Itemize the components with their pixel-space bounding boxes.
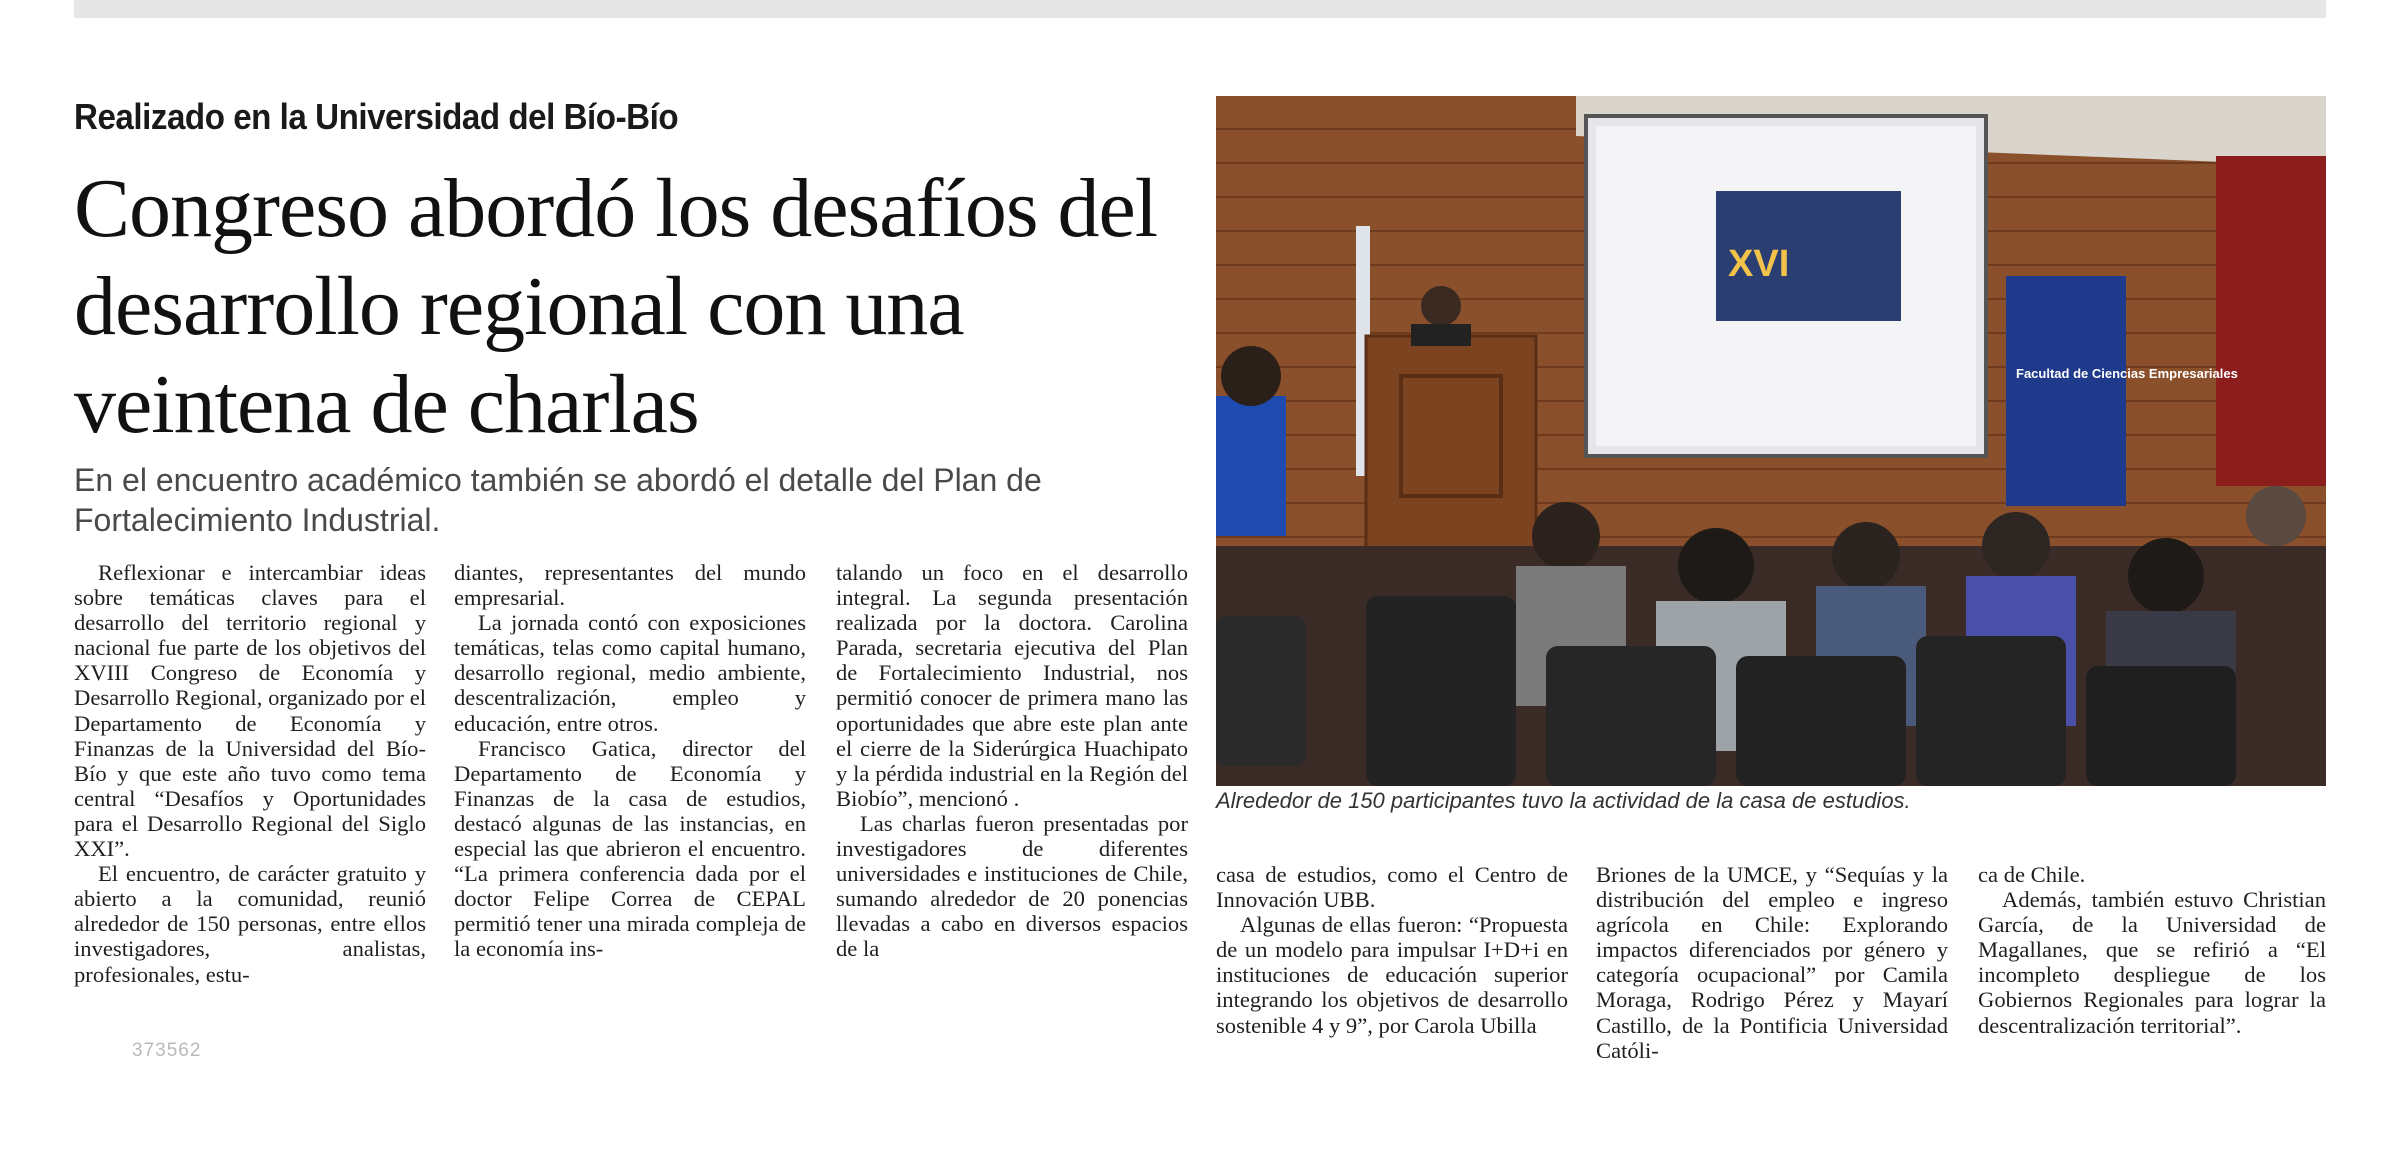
seated-man-head <box>1221 346 1281 406</box>
col2-paragraph-2: La jornada contó con exposiciones temáticas, telas como capital humano, desarrollo regional, medio ambiente, descentralización, empleo y educación, entre otros. <box>454 610 806 736</box>
article-subhead: En el encuentro académico también se abordó el detalle del Plan de Fortalecimiento Industrial. <box>74 462 1042 538</box>
col2-paragraph-3: Francisco Gatica, director del Departamento de Economía y Finanzas de la casa de estudios, destacó algunas de las instancias, en especial las que abrieron el encuentro. “La primera conferencia dada por el doctor Felipe Correa de CEPAL permitió tener una mirada compleja de la economía ins- <box>454 735 806 962</box>
col6-paragraph-1: ca de Chile. <box>1978 862 2086 887</box>
faculty-banner <box>2006 276 2126 506</box>
event-photo <box>1216 96 2326 786</box>
body-column-1 <box>74 560 426 987</box>
body-column-5 <box>1596 862 1948 1063</box>
col6-paragraph-2: Además, también estuvo Christian García, de la Universidad de Magallanes, que se refirió a “El incompleto despliegue de los Gobiernos Regionales para lograr la descentralización territorial”. <box>1978 887 2326 1038</box>
lectern <box>1366 336 1536 566</box>
body-column-4 <box>1216 862 1568 1038</box>
stage-curtain <box>2216 156 2326 486</box>
col4-paragraph-2: Algunas de ellas fueron: “Propuesta de un modelo para impulsar I+D+i en instituciones de educación superior integrando los objetivos de desarrollo sostenible 4 y 9”, por Carola Ubilla <box>1216 912 1568 1038</box>
body-column-3 <box>836 560 1188 962</box>
photo-caption: Alrededor de 150 participantes tuvo la actividad de la casa de estudios. <box>1216 788 1911 813</box>
speaker-head <box>1421 286 1461 326</box>
col3-paragraph-2: Las charlas fueron presentadas por investigadores de diferentes universidades e instituciones de Chile, sumando alrededor de 20 ponencias llevadas a cabo en diversos espacios de la <box>836 810 1188 962</box>
watermark-id: 373562 <box>132 1040 202 1061</box>
banner-text: Facultad de Ciencias Empresariales <box>2016 366 2238 381</box>
article-headline: Congreso abordó los desafíos del desarrollo regional con una veintena de charlas <box>74 162 1158 451</box>
col3-paragraph-1: talando un foco en el desarrollo integral. La segunda presentación realizada por la doctora. Carolina Parada, secretaria ejecutiva del Plan de Fortalecimiento Industrial, nos permitió conocer de primera mano las oportunidades que abre este plan ante el cierre de la Siderúrgica Huachipato y la pérdida industrial en la Región del Biobío”, mencionó . <box>836 560 1188 811</box>
body-column-6 <box>1978 862 2326 1038</box>
seated-man-shirt <box>1216 396 1286 536</box>
col5-paragraph-1: Briones de la UMCE, y “Sequías y la distribución del empleo e ingreso agrícola en Chile: Explorando impactos diferenciados por género y categoría ocupacional” por Camila Moraga, Rodrigo Pérez y Mayarí Castillo, de la Pontificia Universidad Católi- <box>1596 862 1948 1063</box>
col2-paragraph-1: diantes, representantes del mundo empresarial. <box>454 560 806 611</box>
body-column-2 <box>454 560 806 962</box>
speaker-body <box>1411 324 1471 346</box>
col1-paragraph-2: El encuentro, de carácter gratuito y abierto a la comunidad, reunió alrededor de 150 personas, entre ellos investigadores, analistas, profesionales, estu- <box>74 861 426 987</box>
screen-slide-text: XVI <box>1728 243 1790 285</box>
col4-paragraph-1: casa de estudios, como el Centro de Innovación UBB. <box>1216 862 1568 913</box>
col1-paragraph-1: Reflexionar e intercambiar ideas sobre temáticas claves para el desarrollo del territorio regional y nacional fue parte de los objetivos del XVIII Congreso de Economía y Desarrollo Regional, organizado por el Departamento de Economía y Finanzas de la Universidad del Bío-Bío y que este año tuvo como tema central “Desafíos y Oportunidades para el Desarrollo Regional del Siglo XXI”. <box>74 560 426 862</box>
top-gray-bar <box>74 0 2326 18</box>
auditorium-illustration <box>1216 96 2326 786</box>
article-kicker: Realizado en la Universidad del Bío-Bío <box>74 96 679 137</box>
